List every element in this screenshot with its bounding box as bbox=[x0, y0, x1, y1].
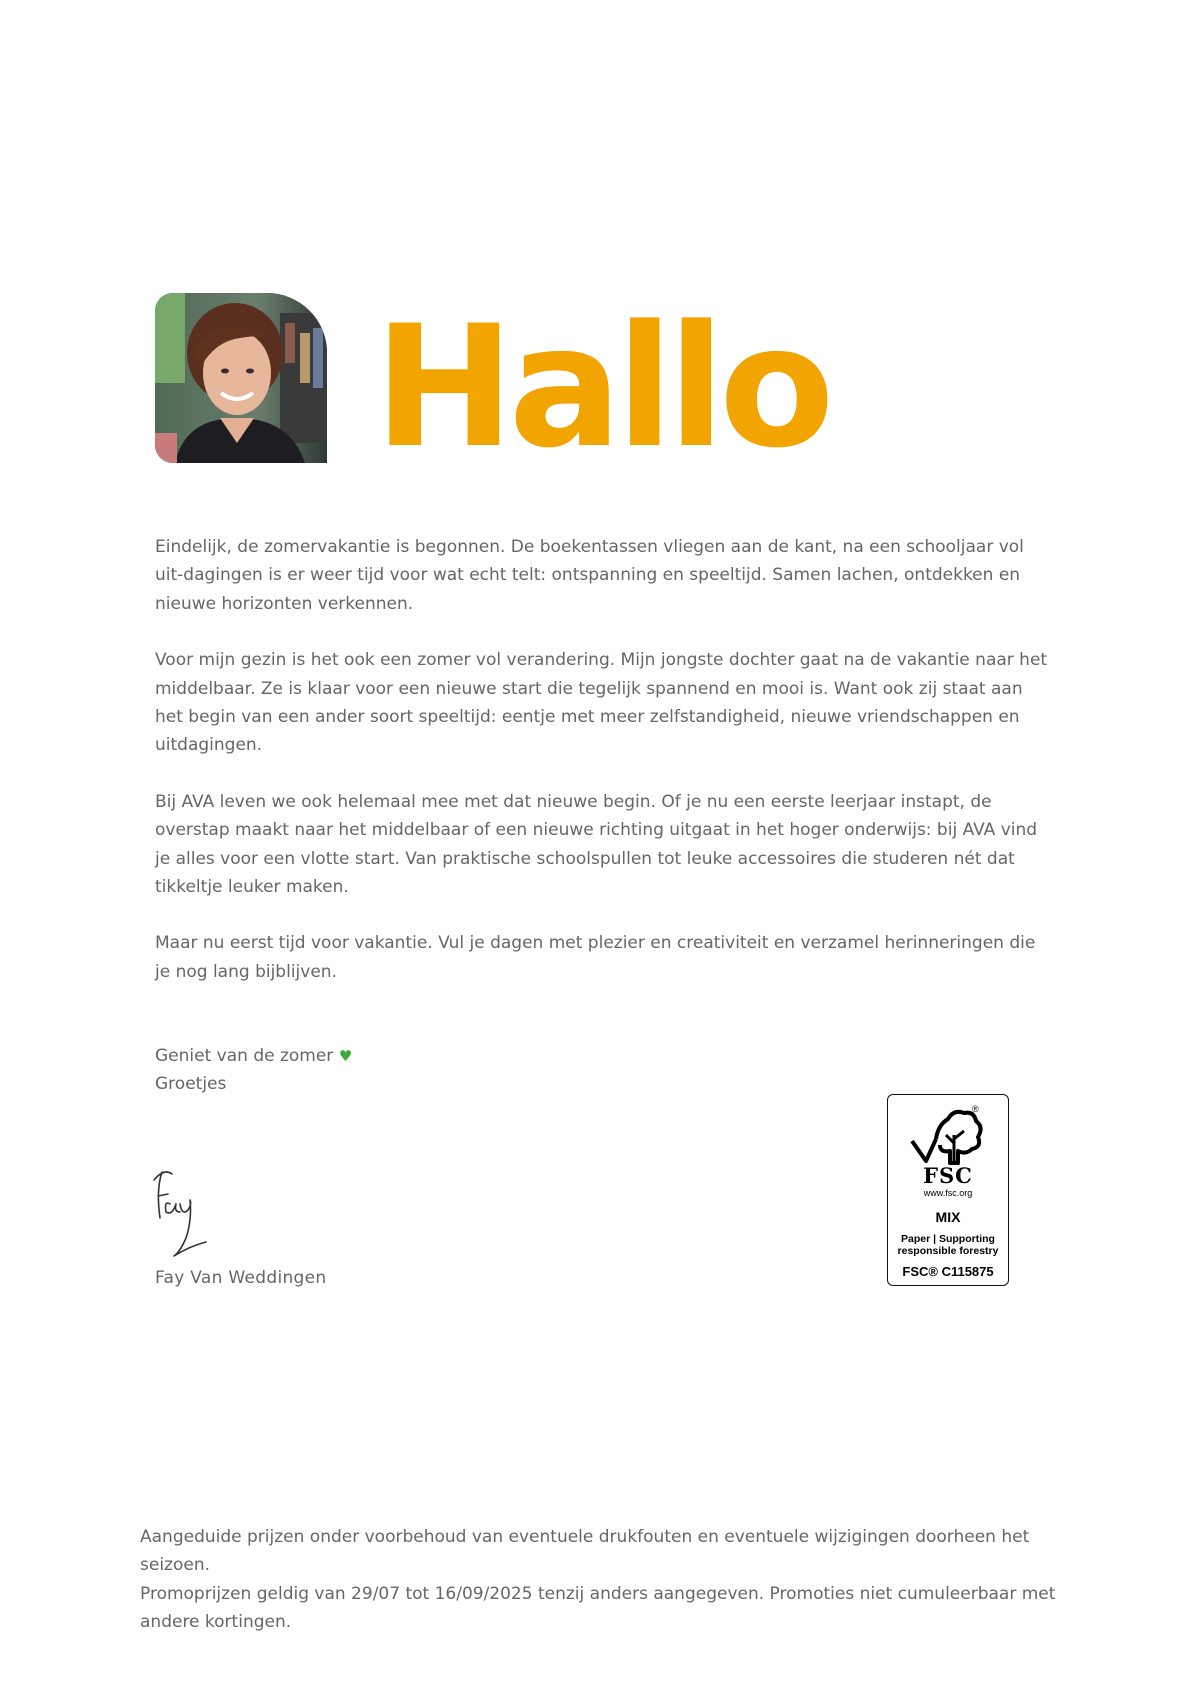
fsc-type: MIX bbox=[935, 1209, 961, 1225]
portrait-photo-graphic bbox=[155, 293, 327, 463]
signer-name: Fay Van Weddingen bbox=[155, 1268, 327, 1288]
fsc-claim-line: responsible forestry bbox=[897, 1245, 999, 1257]
letter-paragraph: Bij AVA leven we ook helemaal mee met dat nieuwe begin. Of je nu een eerste leerjaar instapt, de overstap maakt naar het middelbaar of een nieuwe richting uitgaat in het hoger onderwijs: bij AVA vind je alles voor een vlotte start. Van praktische schoolspullen tot leuke accessoires die studeren nét dat tikkeltje leuker maken. bbox=[155, 791, 1038, 898]
letter-paragraph: Eindelijk, de zomervakantie is begonnen. De boekentassen vliegen aan de kant, na een schooljaar vol uit-dagingen is er weer tijd voor wat echt telt: ontspanning en speeltijd. Samen lachen, ontdekken en nieuwe horizonten verkennen. bbox=[155, 537, 1024, 614]
letter-body bbox=[155, 533, 1055, 1014]
fsc-claim-line: Paper | Supporting bbox=[901, 1233, 995, 1245]
fsc-brand: FSC bbox=[923, 1163, 973, 1188]
fsc-url: www.fsc.org bbox=[923, 1188, 973, 1198]
closing-text: Geniet van de zomer bbox=[155, 1046, 334, 1066]
handwritten-signature bbox=[150, 1160, 220, 1260]
registered-mark: ® bbox=[972, 1104, 979, 1114]
greeting: Groetjes bbox=[155, 1074, 227, 1095]
letter-paragraph: Maar nu eerst tijd voor vakantie. Vul je dagen met plezier en creativiteit en verzamel herinneringen die je nog lang bijblijven. bbox=[155, 933, 1036, 982]
footer-line: Aangeduide prijzen onder voorbehoud van eventuele drukfouten en eventuele wijzigingen doorheen het seizoen. bbox=[140, 1527, 1030, 1576]
letter-closing bbox=[155, 1042, 352, 1099]
fsc-label bbox=[887, 1094, 1009, 1286]
closing-line bbox=[155, 1042, 352, 1070]
footer-line: Promoprijzen geldig van 29/07 tot 16/09/2025 tenzij anders aangegeven. Promoties niet cumuleerbaar met andere kortingen. bbox=[140, 1583, 1056, 1633]
fsc-claim bbox=[888, 1233, 1008, 1257]
page-title: Hallo bbox=[374, 289, 829, 485]
heart-icon: ♥ bbox=[338, 1047, 353, 1065]
fsc-code: FSC® C115875 bbox=[902, 1264, 994, 1279]
footer-disclaimer bbox=[140, 1523, 1100, 1637]
portrait-photo bbox=[155, 293, 327, 463]
fsc-tree-icon bbox=[910, 1105, 988, 1167]
letter-paragraph: Voor mijn gezin is het ook een zomer vol verandering. Mijn jongste dochter gaat na de vakantie naar het middelbaar. Ze is klaar voor een nieuwe start die tegelijk spannend en mooi is. Want ook zij staat aan het begin van een ander soort speeltijd: eentje met meer zelfstandigheid, nieuwe vriendschappen en uitdagingen. bbox=[155, 650, 1048, 756]
